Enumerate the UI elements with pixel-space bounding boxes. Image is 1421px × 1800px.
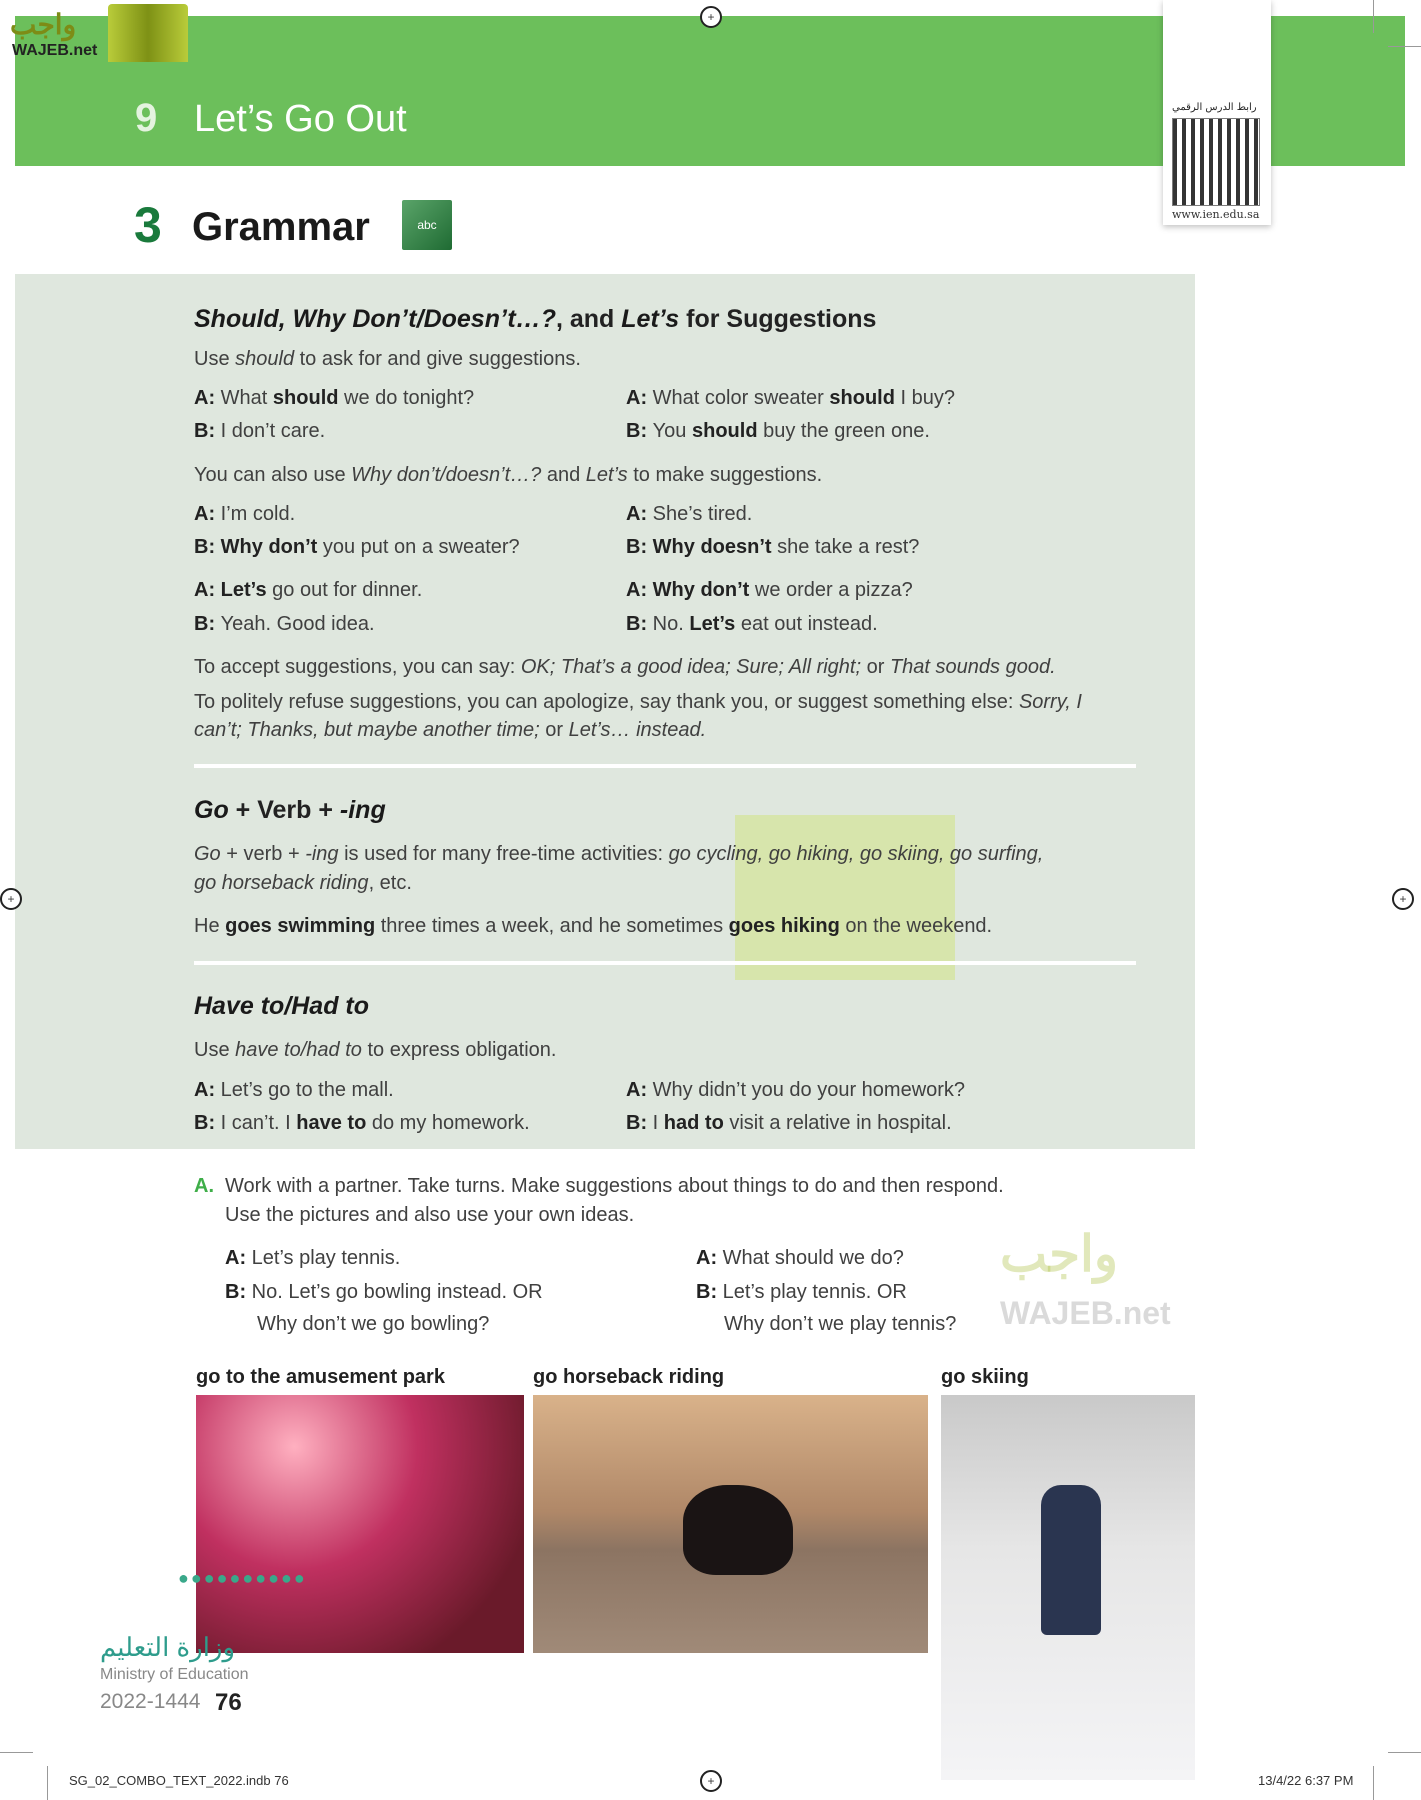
- grammar-text: [194, 691, 1082, 714]
- text-segment: Use: [194, 1039, 236, 1061]
- crop-mark: [1388, 1752, 1421, 1753]
- grammar-heading-suggestions: [194, 305, 876, 334]
- text-segment: to make suggestions.: [627, 464, 823, 486]
- exercise-instructions: [225, 1204, 634, 1227]
- unit-title: Let’s Go Out: [194, 98, 407, 140]
- speaker-label: A:: [194, 503, 221, 525]
- speaker-label: B:: [194, 536, 221, 558]
- text-segment: To politely refuse suggestions, you can apologize, say thank you, or suggest something else:: [194, 691, 1019, 713]
- example-line: [626, 579, 913, 602]
- watermark-book-icon: [735, 815, 955, 980]
- text-segment: should: [272, 387, 339, 409]
- speaker-label: B:: [696, 1281, 723, 1303]
- horseback-riding-photo: [533, 1395, 928, 1653]
- footer-file-name: SG_02_COMBO_TEXT_2022.indb 76: [69, 1773, 289, 1788]
- text-segment: I don’t care.: [220, 420, 326, 442]
- text-segment: Let’s: [689, 613, 736, 635]
- grammar-text: [194, 1039, 556, 1062]
- text-segment: Use the pictures and also use your own ideas.: [225, 1204, 635, 1226]
- unit-number: 9: [135, 96, 158, 140]
- text-segment: He: [194, 915, 226, 937]
- text-segment: Have to/Had to: [194, 992, 370, 1020]
- example-line: [626, 1112, 952, 1135]
- wajeb-book-logo-icon: [108, 4, 188, 62]
- text-segment: Why don’t we play tennis?: [724, 1313, 957, 1335]
- text-segment: visit a relative in hospital.: [723, 1112, 952, 1134]
- registration-mark-icon: +: [700, 6, 722, 28]
- example-line: [194, 503, 295, 526]
- horse-silhouette: [683, 1485, 793, 1575]
- model-line: [696, 1281, 907, 1304]
- footer-date: 13/4/22 6:37 PM: [1258, 1773, 1354, 1788]
- exercise-letter: A.: [194, 1175, 214, 1197]
- ministry-logo-dots-icon: ●●●●●●●●●●: [178, 1568, 307, 1588]
- text-segment: Let’s play tennis.: [251, 1247, 401, 1269]
- amusement-park-photo: [196, 1395, 524, 1653]
- example-line: [194, 579, 422, 602]
- speaker-label: A:: [626, 387, 653, 409]
- grammar-heading-have-to: [194, 992, 369, 1021]
- text-segment: Should, Why Don’t/Doesn’t…?: [194, 305, 556, 333]
- text-segment: Let’s go to the mall.: [220, 1079, 394, 1101]
- text-segment: -ing: [305, 843, 339, 865]
- text-segment: You can also use: [194, 464, 352, 486]
- text-segment: Go: [194, 843, 221, 865]
- example-line: [194, 420, 325, 443]
- text-segment: No.: [652, 613, 690, 635]
- registration-mark-icon: +: [0, 888, 22, 910]
- text-segment: She’s tired.: [652, 503, 753, 525]
- text-segment: I buy?: [894, 387, 955, 409]
- text-segment: What color sweater: [652, 387, 830, 409]
- text-segment: we do tonight?: [338, 387, 475, 409]
- crop-mark: [0, 1752, 33, 1753]
- text-segment: Work with a partner. Take turns. Make suggestions about things to do and then respond.: [225, 1175, 1004, 1197]
- speaker-label: A:: [194, 1079, 221, 1101]
- text-segment: go horseback riding: [194, 872, 369, 894]
- example-line: [194, 387, 474, 410]
- text-segment: three times a week, and he sometimes: [375, 915, 729, 937]
- speaker-label: B:: [626, 420, 653, 442]
- example-line: [626, 536, 919, 559]
- text-segment: OK; That’s a good idea; Sure; All right;: [520, 656, 862, 678]
- speaker-label: B:: [194, 420, 221, 442]
- text-segment: you put on a sweater?: [317, 536, 520, 558]
- example-line: [626, 503, 752, 526]
- page-number: 76: [215, 1689, 242, 1716]
- text-segment: Why don’t: [652, 579, 750, 601]
- section-divider: [194, 764, 1136, 768]
- speaker-label: B:: [225, 1281, 252, 1303]
- section-number: 3: [134, 197, 162, 253]
- registration-mark-icon: +: [1392, 888, 1414, 910]
- crop-mark: [1373, 0, 1374, 33]
- example-line: [626, 1079, 965, 1102]
- text-segment: + verb +: [220, 843, 306, 865]
- skiing-photo: [941, 1395, 1195, 1780]
- text-segment: I’m cold.: [220, 503, 296, 525]
- text-segment: on the weekend.: [839, 915, 993, 937]
- speaker-label: A:: [194, 579, 221, 601]
- text-segment: should: [235, 348, 295, 370]
- text-segment: No. Let’s go bowling instead. OR: [251, 1281, 543, 1303]
- text-segment: , and: [555, 305, 622, 333]
- text-segment: Use: [194, 348, 236, 370]
- text-segment: That sounds good.: [889, 656, 1056, 678]
- speaker-label: B:: [194, 1112, 221, 1134]
- example-line: [626, 420, 930, 443]
- speaker-label: A:: [626, 1079, 653, 1101]
- speaker-label: A:: [194, 387, 221, 409]
- text-segment: had to: [663, 1112, 724, 1134]
- caption-skiing: go skiing: [941, 1366, 1029, 1388]
- text-segment: To accept suggestions, you can say:: [194, 656, 521, 678]
- text-segment: go cycling, go hiking, go skiing, go surfing,: [668, 843, 1044, 865]
- text-segment: eat out instead.: [735, 613, 878, 635]
- text-segment: Why don’t we go bowling?: [257, 1313, 490, 1335]
- registration-mark-icon: +: [700, 1770, 722, 1792]
- text-segment: What should we do?: [722, 1247, 904, 1269]
- model-line: [257, 1313, 489, 1336]
- speaker-label: B:: [626, 536, 653, 558]
- text-segment: go out for dinner.: [266, 579, 423, 601]
- grammar-text: [194, 872, 412, 895]
- grammar-text: [194, 348, 581, 371]
- text-segment: Let’s: [621, 305, 680, 333]
- text-segment: Let’s: [585, 464, 628, 486]
- qr-url[interactable]: www.ien.edu.sa: [1172, 208, 1260, 221]
- text-segment: should: [829, 387, 895, 409]
- text-segment: for Suggestions: [679, 305, 877, 333]
- text-segment: she take a rest?: [771, 536, 920, 558]
- exercise-instructions: [225, 1175, 1004, 1198]
- caption-horseback-riding: go horseback riding: [533, 1366, 725, 1388]
- text-segment: Yeah. Good idea.: [220, 613, 375, 635]
- text-segment: goes hiking: [728, 915, 840, 937]
- text-segment: should: [691, 420, 758, 442]
- crop-mark: [1373, 1766, 1374, 1800]
- crop-mark: [1388, 46, 1421, 47]
- text-segment: , etc.: [368, 872, 412, 894]
- example-line: [626, 613, 878, 636]
- text-segment: Why don’t/doesn’t…?: [351, 464, 542, 486]
- text-segment: Why don’t: [220, 536, 318, 558]
- text-segment: or: [539, 719, 569, 741]
- text-segment: to ask for and give suggestions.: [294, 348, 581, 370]
- section-title: Grammar: [192, 205, 370, 249]
- speaker-label: A:: [225, 1247, 252, 1269]
- ministry-name-arabic: وزارة التعليم: [100, 1632, 236, 1662]
- speaker-label: B:: [626, 1112, 653, 1134]
- model-line: [225, 1281, 543, 1304]
- model-line: [696, 1247, 904, 1270]
- wajeb-logo-english: WAJEB.net: [12, 42, 98, 59]
- example-line: [194, 1079, 394, 1102]
- grammar-text: [194, 843, 1043, 866]
- text-segment: You: [652, 420, 692, 442]
- grammar-text: [194, 915, 992, 938]
- grammar-text: [194, 656, 1056, 679]
- text-segment: do my homework.: [366, 1112, 530, 1134]
- speaker-label: A:: [626, 503, 653, 525]
- example-line: [194, 536, 520, 559]
- text-segment: Sorry, I: [1018, 691, 1082, 713]
- caption-amusement-park: go to the amusement park: [196, 1366, 445, 1388]
- skier-figure: [1041, 1485, 1101, 1635]
- wajeb-logo-arabic: واجب: [10, 9, 77, 40]
- text-segment: have to/had to: [235, 1039, 362, 1061]
- text-segment: Let’s… instead.: [568, 719, 707, 741]
- watermark-arabic: واجب: [1000, 1226, 1119, 1282]
- text-segment: + Verb +: [228, 796, 340, 824]
- text-segment: can’t; Thanks, but maybe another time;: [194, 719, 540, 741]
- text-segment: or: [861, 656, 890, 678]
- text-segment: we order a pizza?: [749, 579, 913, 601]
- example-line: [194, 613, 375, 636]
- section-divider: [194, 961, 1136, 965]
- example-line: [194, 1112, 530, 1135]
- text-segment: have to: [296, 1112, 367, 1134]
- speaker-label: A:: [626, 579, 653, 601]
- speaker-label: B:: [626, 613, 653, 635]
- text-segment: to express obligation.: [361, 1039, 557, 1061]
- text-segment: is used for many free-time activities:: [338, 843, 669, 865]
- qr-code-icon[interactable]: [1172, 118, 1260, 206]
- watermark-english: WAJEB.net: [1000, 1295, 1171, 1331]
- qr-label: رابط الدرس الرقمي: [1172, 102, 1257, 113]
- text-segment: I: [652, 1112, 664, 1134]
- speaker-label: A:: [696, 1247, 723, 1269]
- speaker-label: B:: [194, 613, 221, 635]
- text-segment: and: [541, 464, 586, 486]
- grammar-text: [194, 719, 706, 742]
- ministry-name-english: Ministry of Education: [100, 1666, 249, 1683]
- text-segment: Go: [194, 796, 229, 824]
- grammar-heading-go-verb-ing: [194, 796, 386, 825]
- crop-mark: [47, 1766, 48, 1800]
- text-segment: buy the green one.: [757, 420, 930, 442]
- ministry-year: 2022-1444: [100, 1690, 201, 1713]
- text-segment: I can’t. I: [220, 1112, 297, 1134]
- text-segment: What: [220, 387, 273, 409]
- example-line: [626, 387, 955, 410]
- abc-book-icon: abc: [402, 200, 452, 250]
- text-segment: goes swimming: [225, 915, 376, 937]
- text-segment: Let’s: [220, 579, 267, 601]
- text-segment: Why didn’t you do your homework?: [652, 1079, 966, 1101]
- model-line: [724, 1313, 956, 1336]
- grammar-text: [194, 464, 822, 487]
- text-segment: Let’s play tennis. OR: [722, 1281, 907, 1303]
- model-line: [225, 1247, 400, 1270]
- text-segment: -ing: [339, 796, 386, 824]
- text-segment: Why doesn’t: [652, 536, 772, 558]
